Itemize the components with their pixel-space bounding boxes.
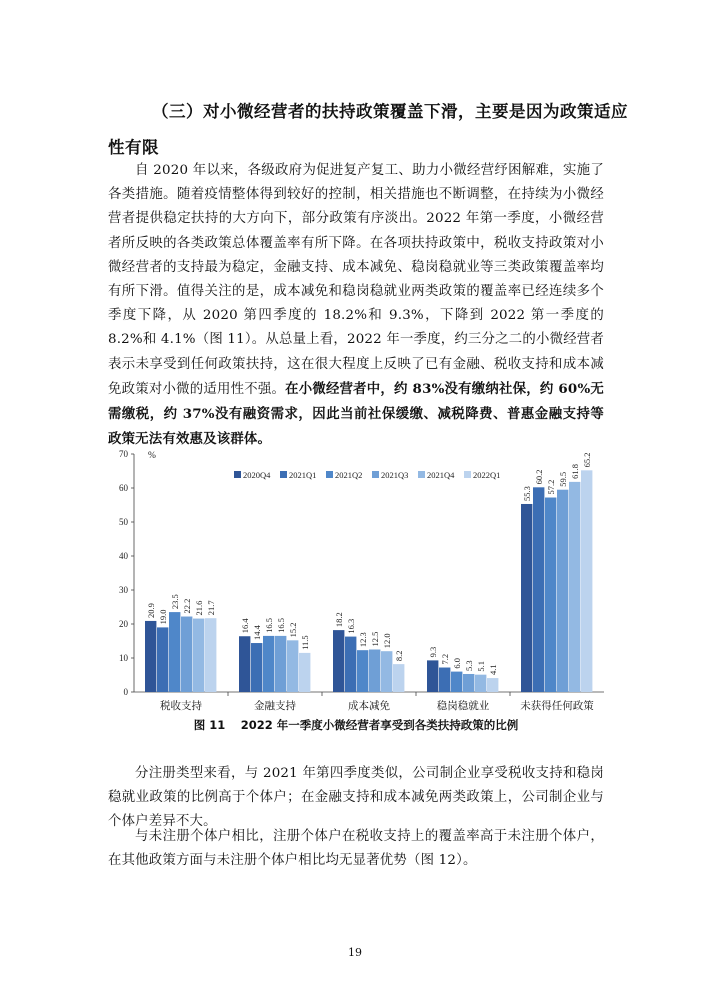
data-label: 12.5 <box>370 631 380 647</box>
bar <box>205 618 216 692</box>
data-label: 8.2 <box>394 650 404 662</box>
legend-entry: 2021Q4 <box>427 470 455 480</box>
data-label: 12.0 <box>382 633 392 649</box>
data-label: 12.3 <box>358 632 368 648</box>
page-number: 19 <box>348 946 362 959</box>
data-label: 21.6 <box>194 600 204 616</box>
data-label: 61.8 <box>570 464 580 479</box>
data-label: 5.3 <box>464 660 474 671</box>
legend-entry: 2021Q2 <box>335 470 363 480</box>
data-label: 65.2 <box>582 452 592 468</box>
legend-swatch <box>418 471 425 478</box>
section-heading-line1: （三）对小微经营者的扶持政策覆盖下滑，主要是因为政策适应 <box>152 102 628 121</box>
bar <box>193 619 204 692</box>
bar <box>545 498 556 692</box>
data-label: 23.5 <box>170 594 180 610</box>
bar <box>557 490 568 692</box>
legend-swatch <box>372 471 379 478</box>
y-tick-label: 30 <box>119 585 128 595</box>
data-label: 21.7 <box>206 600 216 616</box>
data-label: 16.5 <box>264 618 274 633</box>
bar <box>345 637 356 692</box>
x-tick-label: 金融支持 <box>254 700 296 712</box>
legend-entry: 2021Q1 <box>289 470 317 480</box>
bar <box>439 668 450 692</box>
figure-caption: 图 11 2022 年一季度小微经营者享受到各类扶持政策的比例 <box>193 718 519 732</box>
legend-swatch <box>326 471 333 478</box>
bar <box>451 672 462 692</box>
bar <box>393 664 404 692</box>
bar <box>181 617 192 692</box>
x-tick-label: 税收支持 <box>160 700 202 712</box>
paragraph-1-bold-text: 在小微经营者中，约 83%没有缴纳社保，约 60%无需缴税，约 37%没有融资需求，因此当前社保缓缴、减税降费、普惠金融支持等政策无法有效惠及该群体。 <box>108 380 604 448</box>
data-label: 5.1 <box>476 661 486 672</box>
data-label: 59.5 <box>558 471 568 487</box>
data-label: 16.4 <box>240 618 250 634</box>
bar <box>475 675 486 692</box>
x-tick-label: 未获得任何政策 <box>520 700 594 712</box>
bar <box>357 650 368 692</box>
y-tick-label: 70 <box>119 449 128 459</box>
data-label: 11.5 <box>300 635 310 650</box>
x-tick-label: 成本减免 <box>348 700 390 712</box>
legend-swatch <box>464 471 471 478</box>
bar <box>521 504 532 692</box>
data-label: 16.5 <box>276 618 286 633</box>
bar <box>581 470 592 692</box>
data-label: 60.2 <box>534 469 544 485</box>
paragraph-2: 分注册类型来看，与 2021 年第四季度类似，公司制企业享受税收支持和稳岗稳就业政策的比例高于个体户；在金融支持和成本减免两类政策上，公司制企业与个体户差异不大。 <box>108 766 604 830</box>
bar <box>427 660 438 692</box>
bar <box>157 627 168 692</box>
data-label: 15.2 <box>288 622 298 638</box>
bar <box>145 621 156 692</box>
data-label: 7.2 <box>440 653 450 665</box>
bar <box>369 650 380 693</box>
bar <box>487 678 498 692</box>
paragraph-3: 与未注册个体户相比，注册个体户在税收支持上的覆盖率高于未注册个体户，在其他政策方面与未注册个体户相比均无显著优势（图 12）。 <box>108 829 604 869</box>
bar <box>263 636 274 692</box>
data-label: 20.9 <box>146 603 156 618</box>
legend-swatch <box>280 471 287 478</box>
y-tick-label: 50 <box>119 517 128 527</box>
y-axis-unit: % <box>148 451 156 461</box>
paragraph-1 <box>108 159 604 452</box>
bar <box>533 487 544 692</box>
data-label: 9.3 <box>428 646 438 658</box>
figure-11-chart <box>112 440 610 720</box>
y-tick-label: 10 <box>119 653 128 663</box>
data-label: 14.4 <box>252 625 262 641</box>
bar <box>251 643 262 692</box>
data-label: 4.1 <box>488 664 498 676</box>
data-label: 57.2 <box>546 479 556 495</box>
bar <box>569 482 580 692</box>
legend-entry: 2020Q4 <box>243 470 271 480</box>
data-label: 19.0 <box>158 609 168 625</box>
bar <box>463 674 474 692</box>
bar <box>287 640 298 692</box>
bar <box>333 630 344 692</box>
data-label: 18.2 <box>334 612 344 628</box>
legend-entry: 2022Q1 <box>473 470 501 480</box>
section-heading-line2: 性有限 <box>108 138 159 157</box>
data-label: 55.3 <box>522 486 532 501</box>
bar-chart <box>112 440 610 720</box>
bar <box>169 612 180 692</box>
paragraph-1-text: 自 2020 年以来，各级政府为促进复产复工、助力小微经营纾困解难，实施了各类措施。随着疫情整体得到较好的控制，相关措施也不断调整，在持续为小微经营者提供稳定扶持的大方向下，部分政策有序淡出。2022 年第一季度，小微经营者所反映的各类政策总体覆盖率有所下降。在各项扶持政策中，税收支持政策对小微经营者的支持最为稳定，金融支持、成本减免、稳岗稳就业等三类政策覆盖率均有所下滑。值得关注的是，成本减免和稳岗稳就业两类政策的覆盖率已经连续多个季度下降，从 2020 第四季度的 18.2%和 9.3%，下降到 2022 第一季度的 8.2%和 4.1%（图 11）。从总量上看，2022 年一季度，约三分之二的小微经营者表示未享受到任何政策扶持，这在很大程度上反映了已有金融、税收支持和成本减免政策对小微的适用性不强。 <box>108 163 604 397</box>
bar <box>275 636 286 692</box>
y-tick-label: 20 <box>119 619 128 629</box>
bar <box>239 636 250 692</box>
bar <box>299 653 310 692</box>
data-label: 22.2 <box>182 598 192 614</box>
x-tick-label: 稳岗稳就业 <box>436 700 490 712</box>
y-tick-label: 40 <box>119 551 128 561</box>
legend-entry: 2021Q3 <box>381 470 409 480</box>
data-label: 6.0 <box>452 657 462 669</box>
y-tick-label: 0 <box>123 687 128 697</box>
data-label: 16.3 <box>346 618 356 634</box>
y-tick-label: 60 <box>119 483 128 493</box>
bar <box>381 651 392 692</box>
legend-swatch <box>234 471 241 478</box>
